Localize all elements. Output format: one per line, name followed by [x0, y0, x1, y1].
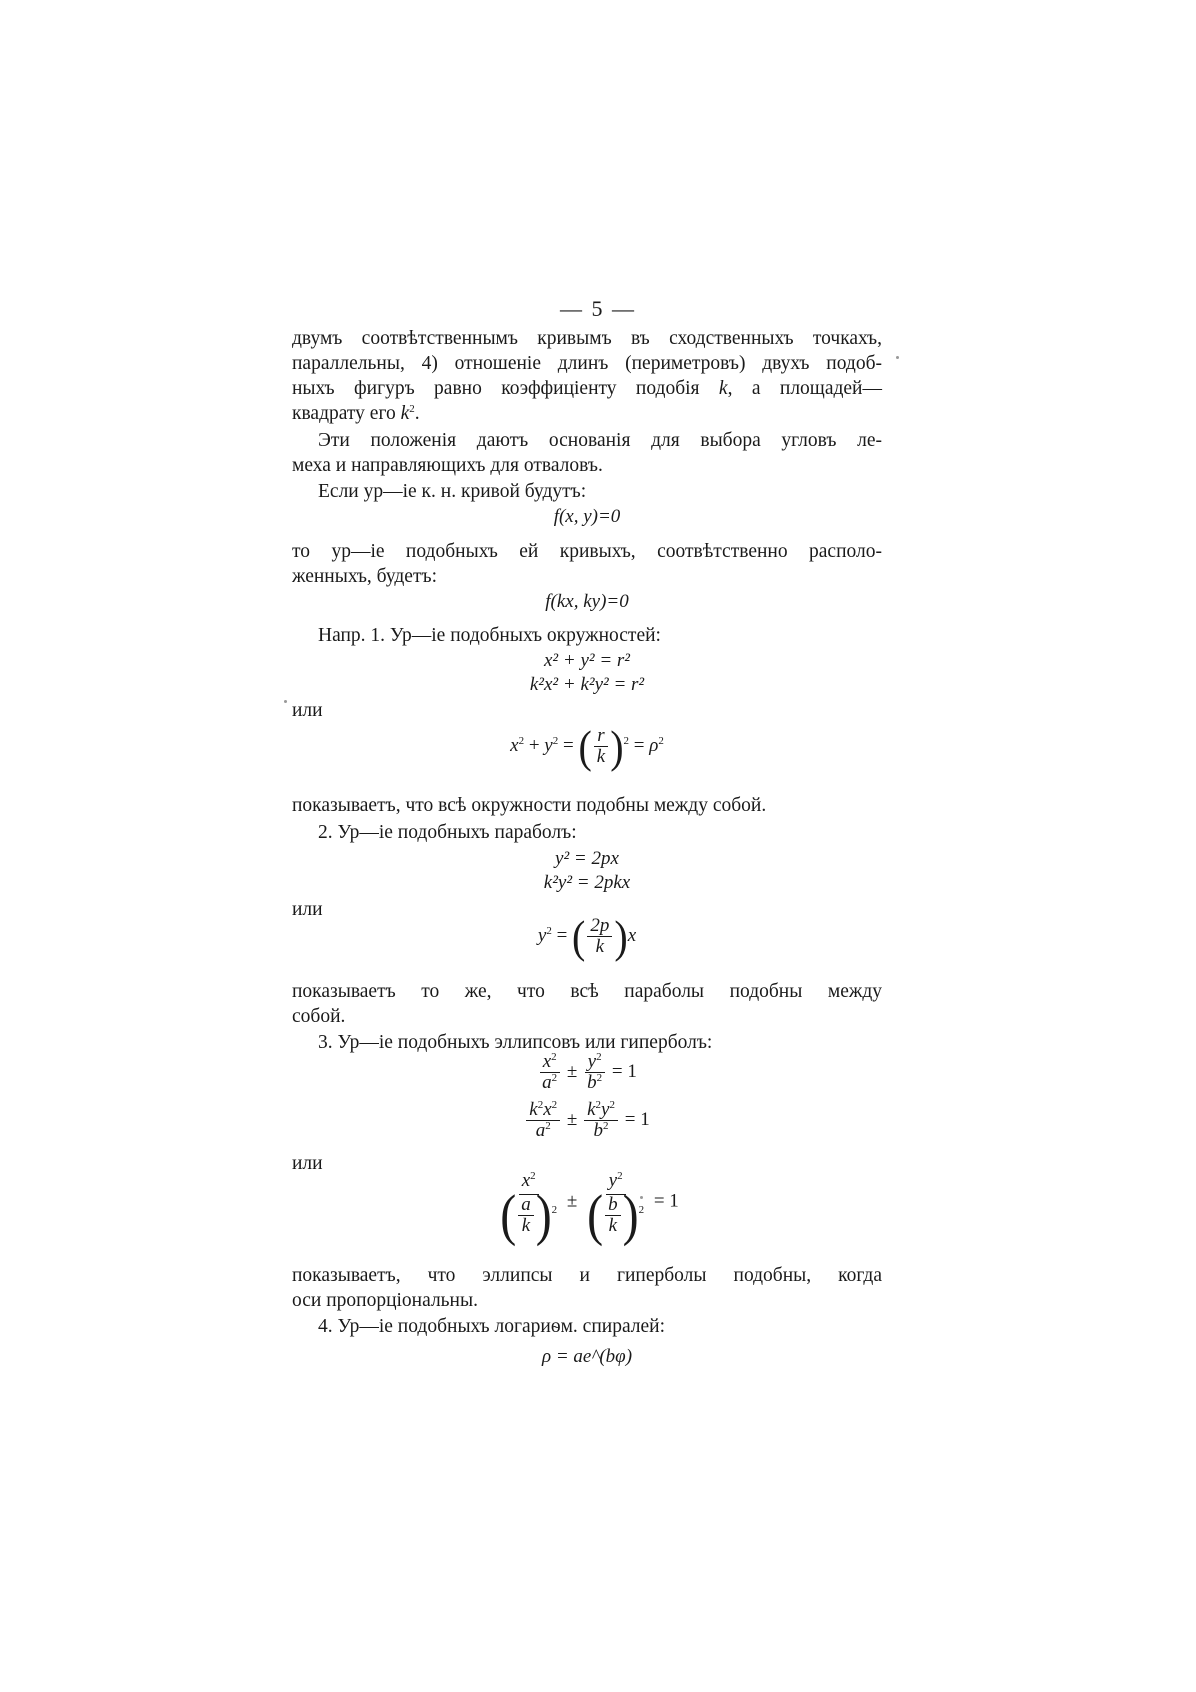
formula-circle-normalized: $x^2 + y^2$ = ( $\frac{r}{k}$ )$^2 = \rho^2$	[510, 720, 664, 772]
fraction: $\frac{y^2}{b^2}$	[584, 1052, 605, 1093]
formula-circle-scaled	[292, 674, 882, 696]
text-line: показываетъ, что всѣ окружности подобны между собой.	[292, 795, 767, 816]
text-line: или	[292, 700, 323, 721]
scan-speck	[284, 700, 287, 703]
fraction: $\frac{x^2}{a^2}$	[539, 1052, 560, 1093]
fraction: $\frac{r}{k}$	[594, 726, 608, 767]
text-line: двумъ соотвѣтственнымъ кривымъ въ сходственныхъ точкахъ,	[292, 328, 882, 349]
paren-open: (	[578, 720, 592, 772]
paren-close: )	[610, 720, 624, 772]
formula-text: k²x² + k²y² = r²	[529, 674, 645, 695]
text-line: женныхъ, будетъ:	[292, 566, 437, 587]
formula-curve	[292, 506, 882, 528]
scan-speck	[896, 356, 899, 359]
text-line	[292, 401, 882, 426]
formula-ellipse-scaled: $\frac{k^2x^2}{a^2}$ ± $\frac{k^2y^2}{b^2}$ = 1	[292, 1100, 882, 1141]
formula-similar-curve	[292, 591, 882, 613]
text-fragment: ныхъ фигуръ равно коэффиціенту подобія	[292, 378, 700, 399]
text-fragment: , а площадей—	[727, 378, 882, 399]
text-line: параллельны, 4) отношеніе длинъ (периметровъ) двухъ подоб-	[292, 353, 882, 374]
formula-text: ρ	[649, 734, 659, 756]
fraction: $\frac{2p}{k}$	[587, 916, 612, 957]
formula-parabola	[292, 848, 882, 870]
text-line: меха и направляющихъ для отваловъ.	[292, 455, 603, 476]
text-line: оси пропорціональны.	[292, 1290, 478, 1311]
text-line: Если ур—іе к. н. кривой будутъ:	[318, 481, 587, 502]
scan-speck	[640, 1196, 643, 1199]
text-line: 3. Ур—іе подобныхъ эллипсовъ или гиперболъ:	[318, 1032, 713, 1053]
math-symbol: k	[718, 378, 728, 399]
text-fragment: .	[414, 403, 420, 424]
paren-close: )	[614, 910, 628, 962]
text-fragment: квадрату его	[292, 403, 396, 424]
fraction: $y^2$ ( $\frac{b}{k}$ )$^2$	[587, 1170, 645, 1247]
text-line: или	[292, 1153, 323, 1174]
text-line: или	[292, 899, 323, 920]
formula-ellipse-normalized: $x^2$ ( $\frac{a}{k}$ )$^2$ ± $y^2$ ( $\frac{b}{k}$ )$^2$ = 1	[292, 1168, 882, 1236]
formula-text: f(kx, ky)=0	[545, 591, 629, 612]
fraction: $\frac{k^2x^2}{a^2}$	[526, 1100, 560, 1141]
exponent: 2	[409, 403, 415, 415]
text-line: то ур—іе подобныхъ ей кривыхъ, соотвѣтственно располо-	[292, 541, 882, 562]
formula-text: ρ = ae^(bφ)	[541, 1346, 633, 1367]
text-line: Напр. 1. Ур—іе подобныхъ окружностей:	[318, 625, 661, 646]
formula-parabola-scaled	[292, 872, 882, 894]
fraction: $\frac{k^2y^2}{b^2}$	[584, 1100, 618, 1141]
formula-circle	[292, 650, 882, 672]
fraction: $x^2$ ( $\frac{a}{k}$ )$^2$	[500, 1170, 558, 1247]
text-line: Эти положенія даютъ основанія для выбора угловъ ле-	[318, 430, 882, 451]
formula-text: x² + y² = r²	[544, 650, 630, 671]
formula-text: k²y² = 2pkx	[543, 872, 631, 893]
formula-spiral	[292, 1346, 882, 1368]
page-number: — 5 —	[560, 296, 636, 321]
formula-parabola-normalized: $y^2$ = ( $\frac{2p}{k}$ )x	[537, 910, 637, 962]
paren-open: (	[572, 910, 586, 962]
text-line	[292, 376, 882, 401]
formula-ellipse: $\frac{x^2}{a^2}$ ± $\frac{y^2}{b^2}$ = 1	[292, 1052, 882, 1093]
text-line: 2. Ур—іе подобныхъ параболъ:	[318, 822, 577, 843]
formula-text: f(x, y)=0	[553, 506, 621, 527]
math-symbol: k	[400, 403, 410, 424]
formula-text: y² = 2px	[555, 848, 619, 869]
text-line: собой.	[292, 1006, 346, 1027]
text-line: показываетъ, что эллипсы и гиперболы подобны, когда	[292, 1265, 882, 1286]
text-line: 4. Ур—іе подобныхъ логариѳм. спиралей:	[318, 1316, 666, 1337]
text-line: показываетъ то же, что всѣ параболы подобны между	[292, 981, 882, 1002]
